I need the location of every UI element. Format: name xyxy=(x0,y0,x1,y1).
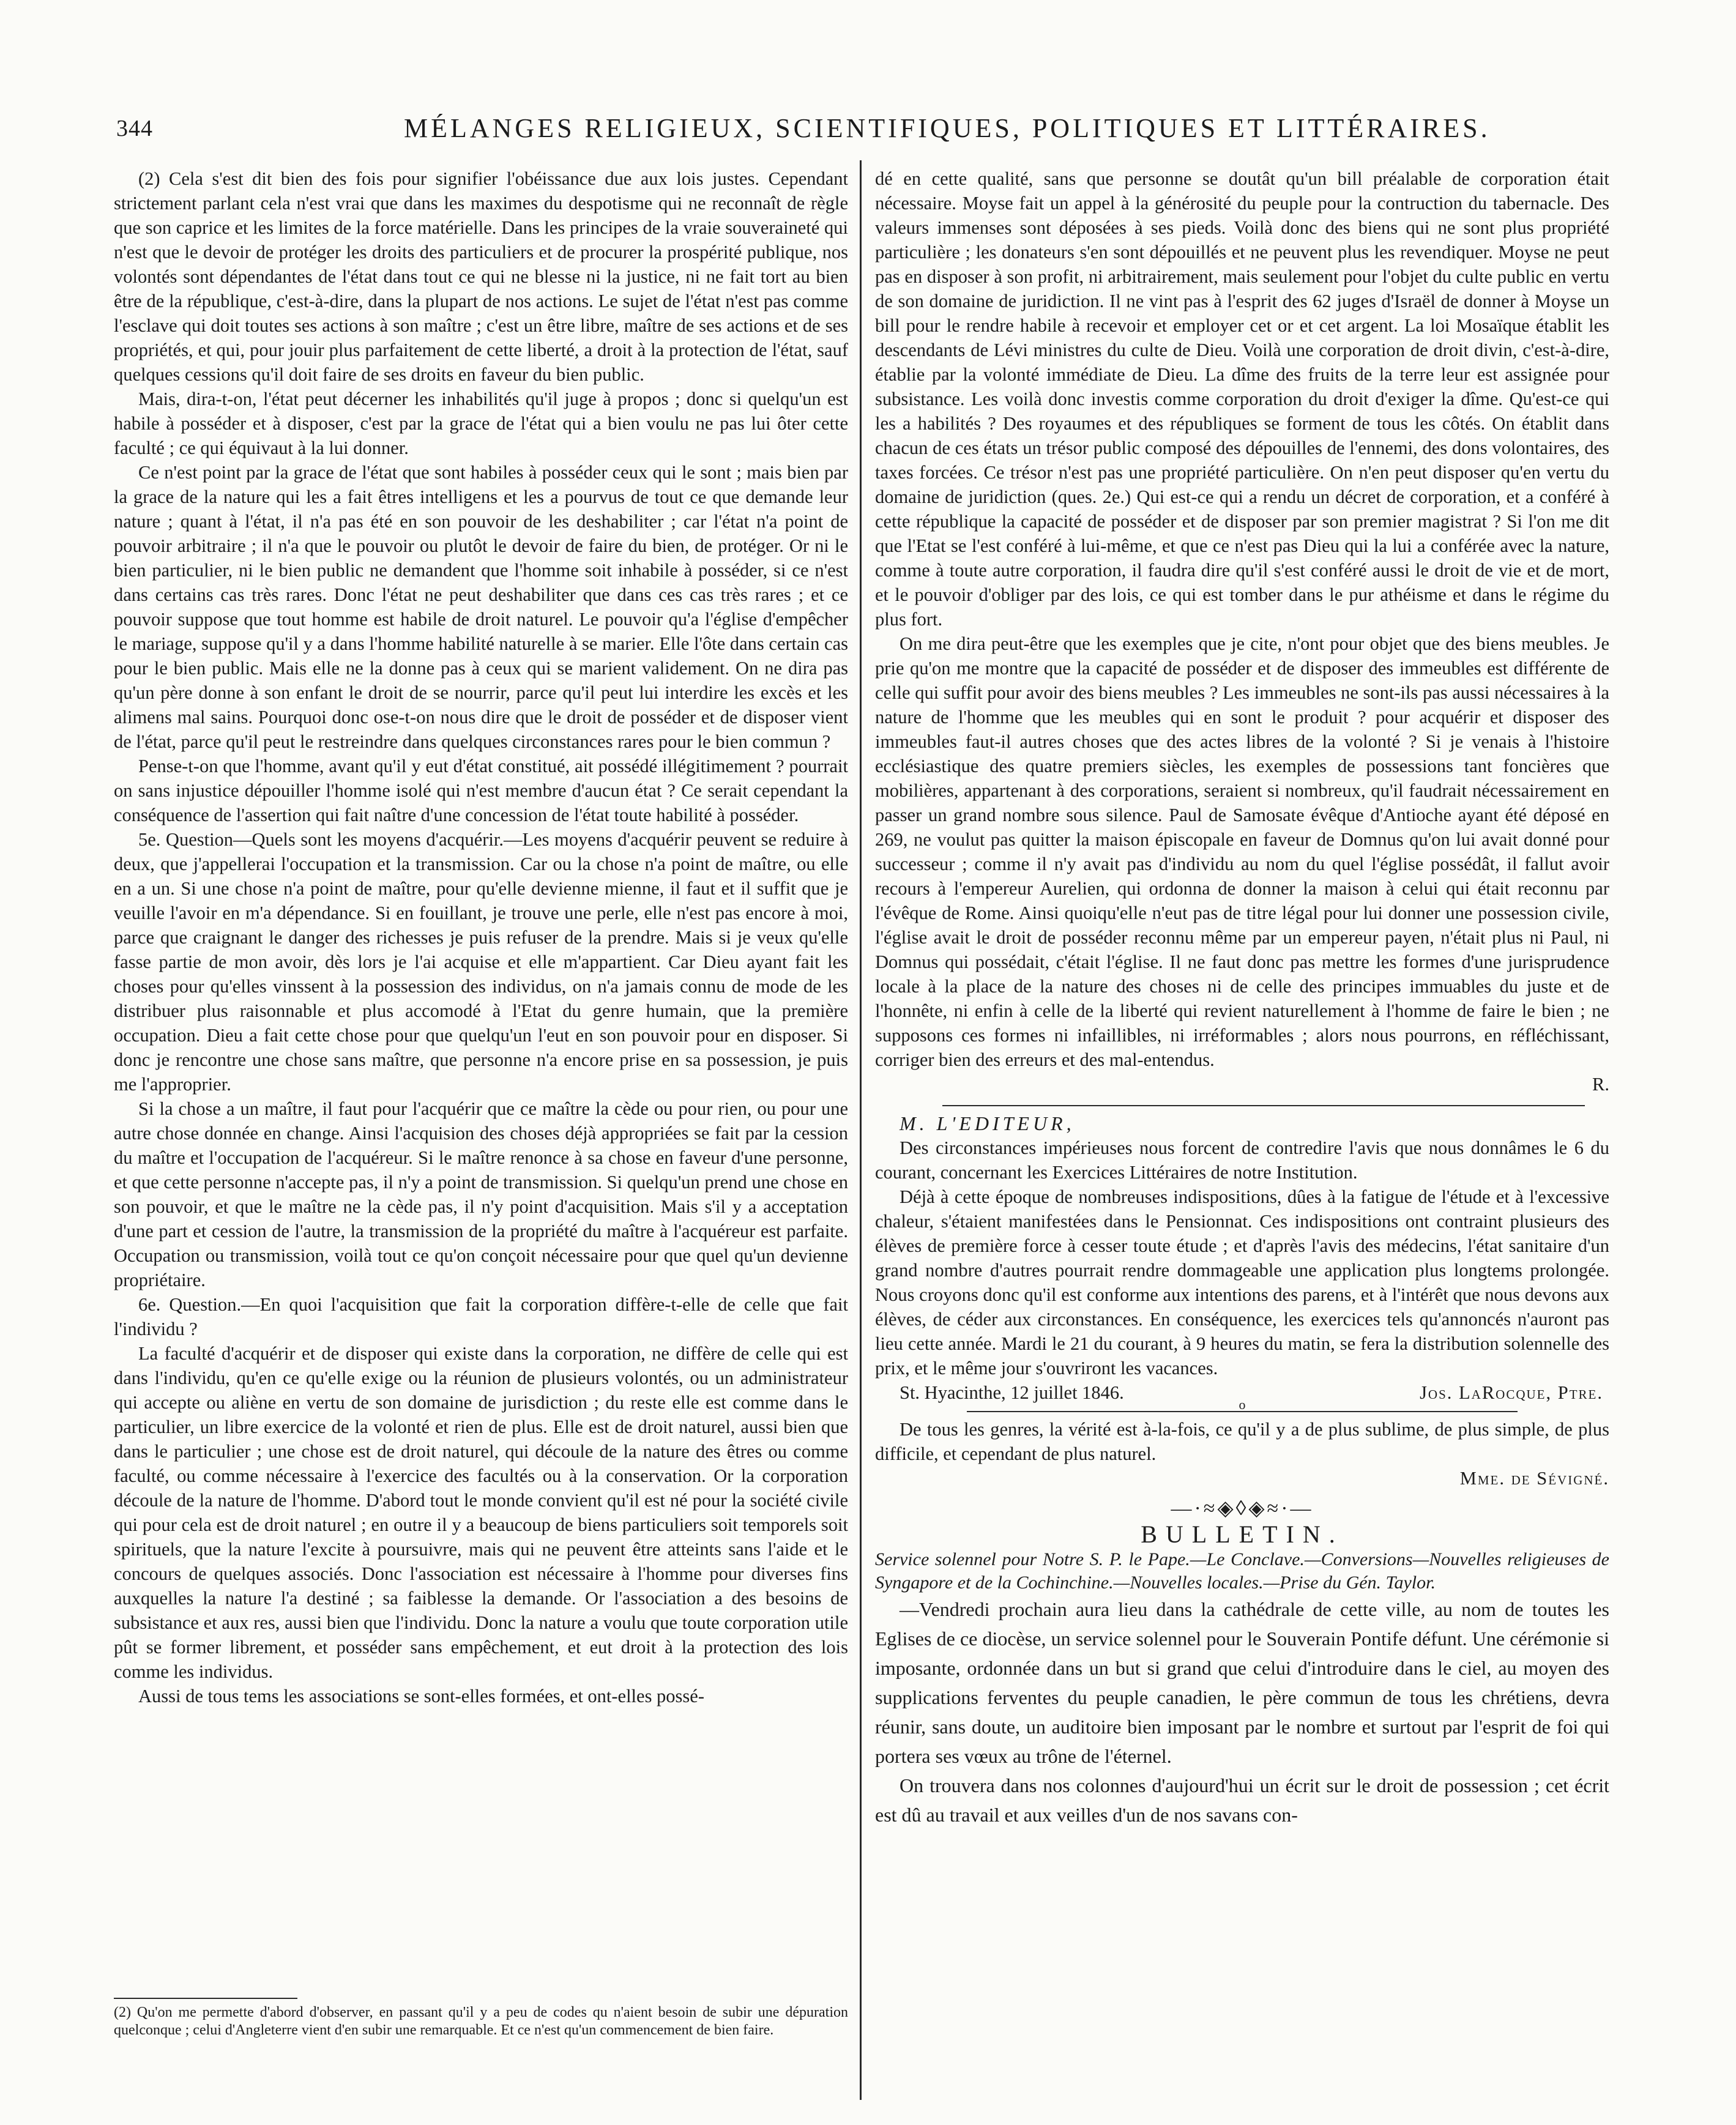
quote: De tous les genres, la vérité est à-la-fois, ce qu'il y a de plus sublime, de plus simple, de plus difficile, et cependant de plus naturel. xyxy=(875,1419,1609,1464)
footnote: (2) Qu'on me permette d'abord d'observer, en passant qu'il y a peu de codes qu n'aient besoin de subir une dépuration quelconque ; celui d'Angleterre vient d'en subir une remarquable. Et ce n'est qu'un commencement de bien faire. xyxy=(114,2004,848,2038)
section-divider xyxy=(942,1105,1585,1106)
paragraph: (2) Cela s'est dit bien des fois pour signifier l'obéissance due aux lois justes. Cependant strictement parlant cela n'est vrai que dans les maximes du despotisme qui ne reconnaît de règle que son caprice et les limites de la force matérielle. Dans les principes de la vraie souveraineté qui n'est que le devoir de protéger les droits des particuliers et de procurer la prospérité publique, nos volontés sont dépendantes de l'état dans tout ce qui ne blesse ni la justice, ni ne fait tort au bien être de la république, c'est-à-dire, dans la plupart de nos actions. Le sujet de l'état n'est pas comme l'esclave qui doit toutes ses actions à son maître ; c'est un être libre, maître de ses actions et de ses propriétés, et qui, pour jouir plus parfaitement de cette liberté, a droit à la protection de l'état, sauf quelques cessions qu'il doit faire de ses droits en faveur du bien public. xyxy=(114,168,848,385)
letter-signature: Jos. LaRocque, Ptre. xyxy=(1420,1382,1603,1403)
paragraph: Mais, dira-t-on, l'état peut décerner les inhabilités qu'il juge à propos ; donc si quelqu'un est habile à posséder et à disposer, c'est par la grace de l'état qui a bien voulu ne pas lui ôter cette faculté ; ce qui équivaut à la lui donner. xyxy=(114,389,848,458)
page-header xyxy=(116,110,1640,153)
page-number: 344 xyxy=(116,116,153,141)
paragraph: Déjà à cette époque de nombreuses indispositions, dûes à la fatigue de l'étude et à l'excessive chaleur, s'étaient manifestées dans le Pensionnat. Ces indispositions ont contraint plusieurs des élèves de première force à cesser toute étude ; et d'après l'avis des médecins, l'état sanitaire d'un grand nombre d'autres pourrait rendre dommageable une application plus longtems prolongée. Nous croyons donc qu'il est conforme aux intentions des parens, et à l'intérêt que nous devons aux élèves, de céder aux circonstances. En conséquence, les exercices tels qu'annoncés n'auront pas lieu cette année. Mardi le 21 du courant, à 9 heures du matin, se fera la distribution solennelle des prix, et le même jour s'ouvriront les vacances. xyxy=(875,1186,1609,1379)
paragraph: On trouvera dans nos colonnes d'aujourd'hui un écrit sur le droit de possession ; cet écrit est dû au travail et aux veilles d'un de nos savans con- xyxy=(875,1774,1609,1826)
article-signature: R. xyxy=(1592,1074,1609,1095)
paragraph: 5e. Question—Quels sont les moyens d'acquérir.—Les moyens d'acquérir peuvent se reduire à deux, que j'appellerai l'occupation et la transmission. Car ou la chose n'a point de maître, ou elle en a un. Si une chose n'a point de maître, pour qu'elle devienne mienne, il faut et il suffit que je veuille l'avoir en m'a dépendance. Si en fouillant, je trouve une perle, elle n'est pas encore à moi, parce que craignant le danger des richesses je puis refuser de la prendre. Mais si je veux qu'elle fasse partie de mon avoir, dès lors je l'ai acquise et elle m'appartient. Car Dieu ayant fait les choses pour qu'elles vinssent à la possession des individus, on n'a jamais connu de mode de les distribuer plus raisonnable et plus accomodé à l'Etat du genre humain, que la première occupation. Dieu a fait cette chose pour que quelqu'un l'eut en son pouvoir pour en disposer. Si donc je rencontre une chose sans maître, que personne n'a encore prise en sa possession, je puis me l'approprier. xyxy=(114,829,848,1095)
paragraph: dé en cette qualité, sans que personne se doutât qu'un bill préalable de corporation était nécessaire. Moyse fait un appel à la générosité du peuple pour la contruction du tabernacle. Des valeurs immenses sont déposées à ses pieds. Voilà donc des biens qui ne sont plus propriété particulière ; les donateurs s'en sont dépouillés et ne peuvent plus les revendiquer. Moyse ne peut pas en disposer à son profit, ni arbitrairement, mais seulement pour l'objet du culte public en vertu de son domaine de juridiction. Il ne vint pas à l'esprit des 62 juges d'Israël de donner à Moyse un bill pour le rendre habile à recevoir et employer cet or et cet argent. La loi Mosaïque établit les descendants de Lévi ministres du culte de Dieu. Voilà une corporation de droit divin, c'est-à-dire, établie par la volonté immédiate de Dieu. La dîme des fruits de la terre leur est assignée pour subsistance. Les voilà donc investis comme corporation du droit d'exiger la dîme. Qu'est-ce qui les a habilités ? Des royaumes et des républiques se forment de tous les côtés. On établit dans chacun de ces états un trésor public composé des dépouilles de l'ennemi, des dons volontaires, des taxes forcées. Ce trésor n'est pas une propriété particulière. On n'en peut disposer qu'en vertu du domaine de juridiction (ques. 2e.) Qui est-ce qui a rendu un décret de corporation, et a conféré à cette république la capacité de posséder et de disposer par son premier magistrat ? Si l'on me dit que l'Etat se l'est conféré à lui-même, et que ce n'est pas Dieu qui la lui a conférée avec la nature, comme à toute autre corporation, il faudra dire qu'il s'est conféré aussi le droit de vie et de mort, et le pouvoir d'obliger par des lois, ce qui est tomber dans le pur athéisme et dans le régime du plus fort. xyxy=(875,168,1609,630)
paragraph: La faculté d'acquérir et de disposer qui existe dans la corporation, ne diffère de celle qui est dans l'individu, qu'en ce qu'elle exige ou la réunion de plusieurs volontés, ou un administrateur qui accepte ou aliène en vertu de son domaine de jurisdiction ; du reste elle est comme dans le particulier, un libre exercice de la volonté et rien de plus. Elle est de droit naturel, aussi bien que dans le particulier ; une chose est de droit naturel, qui découle de la nature des êtres ou comme faculté, ou comme nécessaire à l'exercice des facultés ou à la conservation. Or la corporation découle de la nature de l'homme. D'abord tout le monde convient qu'il est né pour la société civile qui pour cela est de droit naturel ; en outre il y a beaucoup de biens particuliers soit temporels soit spirituels, que la nature l'excite à poursuivre, mais qui ne peuvent être atteints sans l'aide et le concours de quelques associés. Donc l'association est nécessaire à l'homme pour diverses fins auxquelles la nature l'a destiné ; sa faiblesse la demande. Or l'association a des besoins de subsistance et aux res, aussi bien que l'individu. Donc la nature a voulu que toute corporation utile pût se former librement, et posséder sans empêchement, et eut droit à la protection des lois comme les individus. xyxy=(114,1343,848,1682)
paragraph: 6e. Question.—En quoi l'acquisition que fait la corporation diffère-t-elle de celle que fait l'individu ? xyxy=(114,1294,848,1339)
paragraph: —Vendredi prochain aura lieu dans la cathédrale de cette ville, au nom de toutes les Eglises de ce diocèse, un service solennel pour le Souverain Pontife défunt. Une cérémonie si imposante, ordonnée dans un but si grand que celui d'introduire dans le ciel, au moyen des supplications ferventes du peuple canadien, le père commun de tous les chrétiens, devra réunir, sans doute, un auditoire bien imposant par le nombre et surtout par l'esprit de foi qui portera ses vœux au trône de l'éternel. xyxy=(875,1598,1609,1767)
bulletin-heading: BULLETIN. xyxy=(1141,1520,1344,1548)
right-column xyxy=(875,166,1609,1829)
paragraph: Si la chose a un maître, il faut pour l'acquérir que ce maître la cède ou pour rien, ou pour une autre chose donnée en change. Ainsi l'acquision des choses déjà appropriées se fait par la cession du maître et l'occupation de l'acquéreur. Si le maître renonce à sa chose en faveur d'une personne, et que cette personne n'accepte pas, il n'y a point de transmission. Si quelqu'un prend une chose en son pouvoir, et que le maître ne la cède pas, il n'y point d'acquisition. Mais s'il y a acceptation d'une part et cession de l'autre, la transmission de la propriété du maître à l'acquéreur est parfaite. Occupation ou transmission, voilà tout ce qu'on conçoit nécessaire pour que quel qu'un devienne propriétaire. xyxy=(114,1098,848,1290)
paragraph: Pense-t-on que l'homme, avant qu'il y eut d'état constitué, ait possédé illégitimement ? pourrait on sans injustice dépouiller l'homme isolé qui n'est membre d'aucun état ? Ce serait cependant la conséquence de l'assertion qui fait naître d'une concession de l'état toute habilité à posséder. xyxy=(114,756,848,825)
footnote-divider xyxy=(114,1998,297,1999)
paragraph: Aussi de tous tems les associations se sont-elles formées, et ont-elles possé- xyxy=(138,1686,704,1706)
paragraph: Des circonstances impérieuses nous forcent de contredire l'avis que nous donnâmes le 6 du courant, concernant les Exercices Littéraires de notre Institution. xyxy=(875,1137,1609,1183)
left-column xyxy=(114,166,848,1708)
quote-author: Mme. de Sévigné. xyxy=(1459,1468,1609,1489)
paragraph: On me dira peut-être que les exemples que je cite, n'ont pour objet que des biens meubles. Je prie qu'on me montre que la capacité de posséder et de disposer des immeubles est différente de celle qui suffit pour avoir des biens meubles ? Les immeubles ne sont-ils pas aussi nécessaires à la nature de l'homme que les meubles qui en sont le produit ? pour acquérir et disposer des immeubles faut-il autres choses que des actes libres de la volonté ? Si je venais à l'histoire ecclésiastique des quatre premiers siècles, les exemples de possessions tant foncières que mobilières, appartenant à des corporations, seraient si nombreux, qu'il faudrait nécessairement en passer un grand nombre sous silence. Paul de Samosate évêque d'Antioche ayant été déposé en 269, ne voulut pas quitter la maison épiscopale en faveur de Domnus qu'on lui avait donné pour successeur ; comme il n'y avait pas d'individu au nom du quel l'église possédât, il fallut avoir recours à l'empereur Aurelien, qui ordonna de donner la maison à celui qui était reconnu par l'évêque de Rome. Ainsi quoiqu'elle n'eut pas de titre légal pour lui donner une possession civile, l'église avait le droit de posséder reconnu même par un empereur payen, n'était plus ni Paul, ni Domnus qui possédait, c'était l'église. Il ne faut donc pas mettre les formes d'une jurisprudence locale à la place de la nature des choses ni de celle des principes immuables du juste et de l'honnête, ni enfin à celle de la liberté qui revient naturellement à l'homme de faire le bien ; ne supposons ces formes ni infaillibles, ni irréformables ; alors nous pourrons, en réfléchissant, corriger bien des erreurs et des mal-entendus. xyxy=(875,633,1609,1070)
separator-mark: o xyxy=(1239,1397,1246,1412)
running-title: MÉLANGES RELIGIEUX, SCIENTIFIQUES, POLITIQUES ET LITTÉRAIRES. xyxy=(404,113,1491,143)
paragraph: Ce n'est point par la grace de l'état que sont habiles à posséder ceux qui le sont ; mais bien par la grace de la nature qui les a fait êtres intelligens et les a pourvus de tout ce que demande leur nature ; quant à l'état, il n'a pas été en son pouvoir de les deshabiliter ; car l'état n'a point de pouvoir arbitraire ; il n'a que le pouvoir ou plutôt le devoir de faire du bien, de protéger. Or ni le bien particulier, ni le bien public ne demandent que l'homme soit inhabile à posséder, si ce n'est dans certains cas très rares. Donc l'état ne peut deshabiliter que dans ces cas très rares ; et ce pouvoir suppose que tout homme est habile de droit naturel. Le pouvoir qu'a l'église d'empêcher le mariage, suppose qu'il y a dans l'homme habilité naturelle à se marier. Elle l'ôte dans certain cas pour le bien public. Mais elle ne la donne pas à ceux qui se marient validement. On ne dira pas qu'un père donne à son enfant le droit de se nourrir, parce qu'il peut lui interdire les excès et les alimens mal sains. Pourquoi donc ose-t-on nous dire que le droit de posséder et de disposer vient de l'état, parce qu'il peut le restreindre dans quelques circonstances rares pour le bien commun ? xyxy=(114,462,848,752)
ornament-divider: —·≈◈◊◈≈·— xyxy=(1171,1497,1314,1520)
column-divider xyxy=(860,160,862,2100)
date-place: St. Hyacinthe, 12 juillet 1846. xyxy=(900,1382,1124,1403)
letter-salutation: M. L'EDITEUR, xyxy=(900,1112,1075,1134)
bulletin-summary: Service solennel pour Notre S. P. le Pape.—Le Conclave.—Conversions—Nouvelles religieuses de Syngapore et de la Cochinchine.—Nouvelles locales.—Prise du Gén. Taylor. xyxy=(875,1549,1609,1593)
